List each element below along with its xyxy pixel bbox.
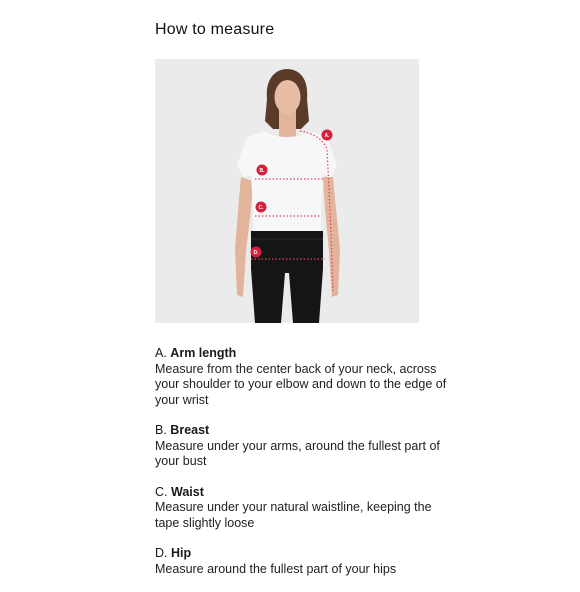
step-letter: D. bbox=[155, 546, 168, 560]
step-breast bbox=[155, 423, 455, 470]
step-arm-length bbox=[155, 346, 455, 408]
step-name: Hip bbox=[170, 546, 192, 560]
marker-d-label: D. bbox=[253, 249, 259, 256]
page-title: How to measure bbox=[155, 21, 275, 38]
step-letter: B. bbox=[155, 423, 167, 437]
step-name: Breast bbox=[170, 423, 210, 437]
marker-c bbox=[256, 202, 267, 213]
step-description: Measure around the fullest part of your hips bbox=[155, 561, 397, 576]
marker-c-label: C. bbox=[258, 204, 264, 211]
model-tshirt bbox=[237, 131, 337, 234]
measurement-steps bbox=[155, 346, 455, 592]
step-letter: C. bbox=[155, 484, 168, 499]
step-name: Waist bbox=[170, 484, 204, 499]
step-waist bbox=[155, 485, 455, 532]
model-illustration bbox=[155, 59, 419, 323]
step-description: Measure under your arms, around the fullest part of your bust bbox=[155, 438, 440, 468]
model-left-arm bbox=[235, 177, 253, 297]
marker-a-label: A. bbox=[324, 132, 330, 139]
marker-d bbox=[251, 247, 262, 258]
model-right-arm bbox=[323, 177, 340, 297]
step-name: Arm length bbox=[170, 346, 237, 360]
step-hip bbox=[155, 546, 455, 577]
model-face bbox=[275, 80, 301, 114]
step-description: Measure under your natural waistline, keeping the tape slightly loose bbox=[155, 500, 432, 530]
marker-a bbox=[322, 130, 333, 141]
step-description: Measure from the center back of your neck, across your shoulder to your elbow and down to the edge of your wrist bbox=[155, 361, 447, 407]
marker-b bbox=[257, 165, 268, 176]
model-jeans bbox=[251, 231, 323, 323]
marker-b-label: B. bbox=[259, 167, 265, 174]
measurement-figure bbox=[155, 59, 419, 323]
step-letter: A. bbox=[155, 346, 167, 360]
